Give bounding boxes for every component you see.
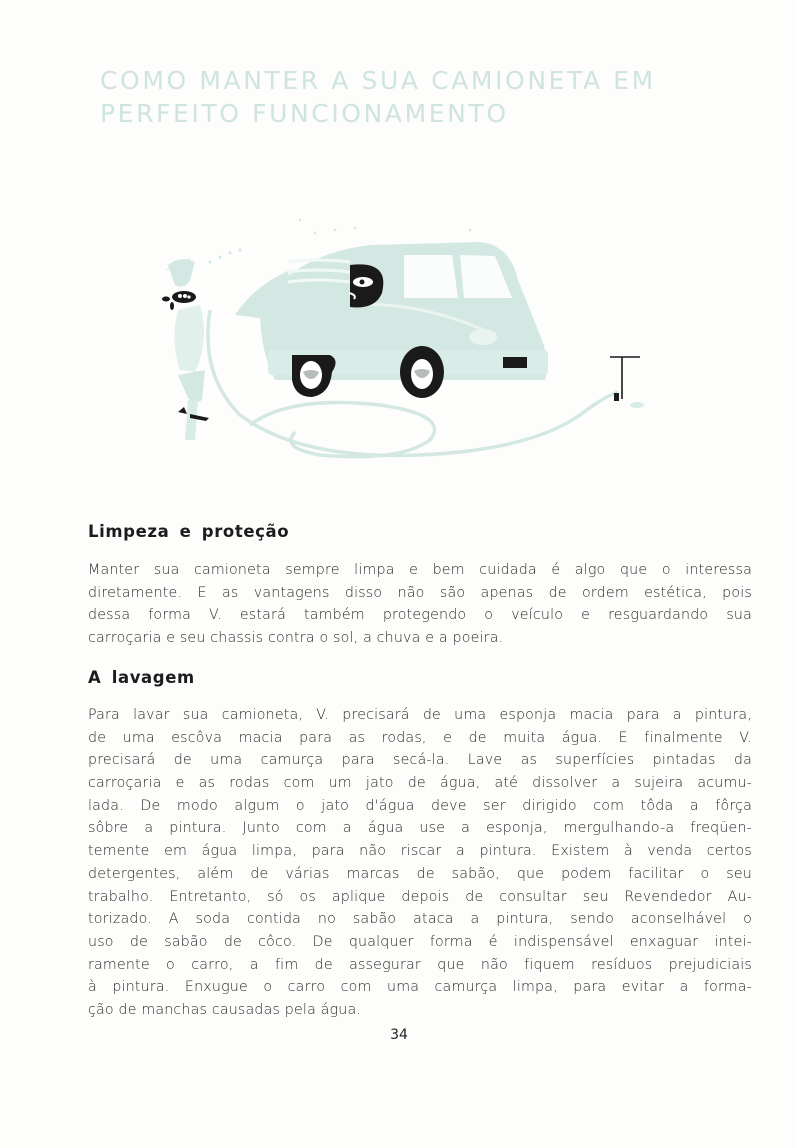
- text-line: torizado. A soda contida no sabão ataca a pintura, sendo aconselhável o: [88, 911, 752, 928]
- text-line: diretamente. E as vantagens disso não são apenas de ordem estética, pois: [88, 584, 752, 601]
- text-line: lada. De modo algum o jato d'água deve ser dirigido com tôda a fôrça: [88, 797, 752, 814]
- text-line: trabalho. Entretanto, só os aplique depois de consultar seu Revendedor Au-: [88, 888, 752, 905]
- text-line: precisará de uma camurça para secá-la. Lave as superfícies pintadas da: [88, 752, 752, 769]
- text-line: à pintura. Enxugue o carro com uma camurça limpa, para evitar a forma-: [88, 979, 752, 996]
- text-line: Manter sua camioneta sempre limpa e bem cuidada é algo que o interessa: [88, 562, 752, 578]
- text-line: carroçaria e seu chassis contra o sol, a chuva e a poeira.: [88, 630, 504, 647]
- text-line: ramente o carro, a fim de assegurar que não fiquem resíduos prejudiciais: [88, 956, 752, 973]
- text-line: ção de manchas causadas pela água.: [88, 1001, 362, 1018]
- text-line: dessa forma V. estará também protegendo o veículo e resguardando sua: [88, 607, 752, 624]
- water-tap-icon: [610, 357, 644, 408]
- section-body-limpeza: [88, 559, 752, 650]
- text-line: de uma escôva macia para as rodas, e de muita água. E finalmente V.: [88, 729, 752, 746]
- van-washing-illustration: [140, 200, 700, 490]
- text-line: Para lavar sua camioneta, V. precisará de uma esponja macia para a pintura,: [88, 707, 752, 723]
- section-body-lavagem: [88, 704, 752, 1022]
- text-line: sôbre a pintura. Junto com a água use a esponja, mergulhando-a freqüen-: [88, 820, 752, 837]
- page-title: [100, 64, 760, 130]
- text-line: temente em água limpa, para não riscar a pintura. Existem à venda certos: [88, 843, 752, 860]
- page-number: 34: [390, 1027, 408, 1043]
- section-heading-limpeza: Limpeza e proteção: [88, 522, 290, 541]
- man-figure-icon: [162, 258, 209, 440]
- title-line-2: PERFEITO FUNCIONAMENTO: [100, 99, 509, 128]
- text-line: detergentes, além de várias marcas de sabão, que podem facilitar o seu: [88, 865, 752, 882]
- text-line: carroçaria e as rodas com um jato de água, até dissolver a sujeira acumu-: [88, 775, 752, 792]
- section-heading-lavagem: A lavagem: [88, 668, 195, 687]
- title-line-1: COMO MANTER A SUA CAMIONETA EM: [100, 66, 656, 95]
- van-icon: [235, 242, 548, 398]
- text-line: uso de sabão de côco. De qualquer forma é indispensável enxaguar intei-: [88, 933, 752, 950]
